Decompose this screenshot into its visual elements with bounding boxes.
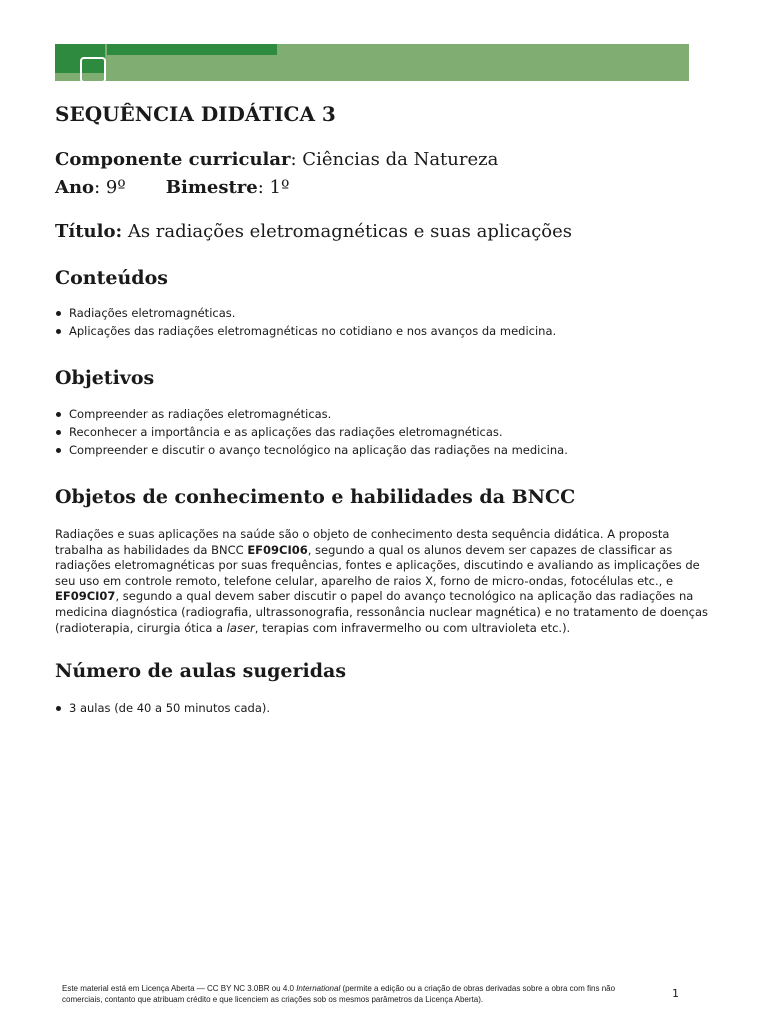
footer-italic: International bbox=[296, 984, 341, 993]
aulas-list bbox=[55, 699, 715, 717]
titulo-row bbox=[55, 218, 715, 246]
document-body bbox=[55, 100, 715, 717]
bimestre-label: Bimestre bbox=[165, 177, 258, 198]
bncc-text-2: , segundo a qual os alunos devem ser capazes de classificar as radiações eletromagnéticas por suas frequências, fontes e aplicações, discutindo e avaliando as implicações de seu uso em controle remoto, telefone celular, aparelho de raios X, forno de micro-ondas, fotocélulas etc., e bbox=[55, 542, 700, 588]
section-conteudos bbox=[55, 264, 715, 340]
metadata-block bbox=[55, 146, 715, 202]
page-title: SEQUÊNCIA DIDÁTICA 3 bbox=[55, 102, 336, 126]
list-item: Aplicações das radiações eletromagnéticas no cotidiano e nos avanços da medicina. bbox=[55, 322, 715, 340]
footer-text-1: Este material está em Licença Aberta — CC BY NC 3.0BR ou 4.0 bbox=[62, 984, 297, 993]
ano-bimestre-row bbox=[55, 174, 715, 202]
bncc-italic-laser: laser bbox=[226, 620, 255, 635]
list-item: Compreender e discutir o avanço tecnológico na aplicação das radiações na medicina. bbox=[55, 441, 715, 459]
list-item: Compreender as radiações eletromagnéticas. bbox=[55, 405, 715, 423]
list-item: Reconhecer a importância e as aplicações das radiações eletromagnéticas. bbox=[55, 423, 715, 441]
bncc-text-3: , segundo a qual devem saber discutir o papel do avanço tecnológico na aplicação das radiações na medicina diagnóstica (radiografia, ultrassonografia, ressonância nuclear magnética) e no tratamento de doenças (radioterapia, cirurgia ótica a bbox=[55, 589, 708, 635]
bncc-paragraph bbox=[55, 527, 711, 636]
page-number: 1 bbox=[672, 987, 679, 1000]
bncc-text-4: , terapias com infravermelho ou com ultravioleta etc.). bbox=[254, 620, 571, 635]
section-objetivos bbox=[55, 364, 715, 459]
titulo-label: Título: bbox=[55, 221, 123, 242]
conteudos-list bbox=[55, 304, 715, 340]
bncc-code-ef09ci06: EF09CI06 bbox=[247, 542, 308, 557]
componente-label: Componente curricular bbox=[55, 149, 291, 170]
bncc-heading: Objetos de conhecimento e habilidades da BNCC bbox=[55, 486, 576, 508]
footer-text-2: (permite a edição ou a criação de obras derivadas sobre a obra com fins não comerciais, contanto que atribuam crédito e que licenciem as criações sob os mesmos parâmetros da Licença Aberta). bbox=[62, 984, 616, 1004]
conteudos-heading: Conteúdos bbox=[55, 267, 168, 289]
aulas-heading: Número de aulas sugeridas bbox=[55, 660, 347, 683]
bncc-code-ef09ci07: EF09CI07 bbox=[55, 589, 116, 604]
license-footer bbox=[62, 983, 642, 1005]
ano-label: Ano bbox=[55, 177, 95, 198]
section-aulas bbox=[55, 657, 715, 717]
componente-value: : Ciências da Natureza bbox=[290, 149, 499, 170]
ano-value: : 9º bbox=[94, 177, 126, 198]
banner-white-square bbox=[80, 57, 106, 83]
list-item: 3 aulas (de 40 a 50 minutos cada). bbox=[55, 699, 715, 717]
banner-dark-bar bbox=[107, 44, 277, 55]
bncc-text-1: Radiações e suas aplicações na saúde são o objeto de conhecimento desta sequência didática. A proposta trabalha as habilidades da BNCC bbox=[55, 527, 670, 557]
section-bncc bbox=[55, 483, 715, 636]
bimestre-value: : 1º bbox=[257, 177, 290, 198]
objetivos-list bbox=[55, 405, 715, 459]
titulo-value: As radiações eletromagnéticas e suas aplicações bbox=[122, 221, 573, 242]
componente-row bbox=[55, 146, 715, 174]
header-banner bbox=[55, 44, 689, 81]
objetivos-heading: Objetivos bbox=[55, 367, 155, 389]
list-item: Radiações eletromagnéticas. bbox=[55, 304, 715, 322]
